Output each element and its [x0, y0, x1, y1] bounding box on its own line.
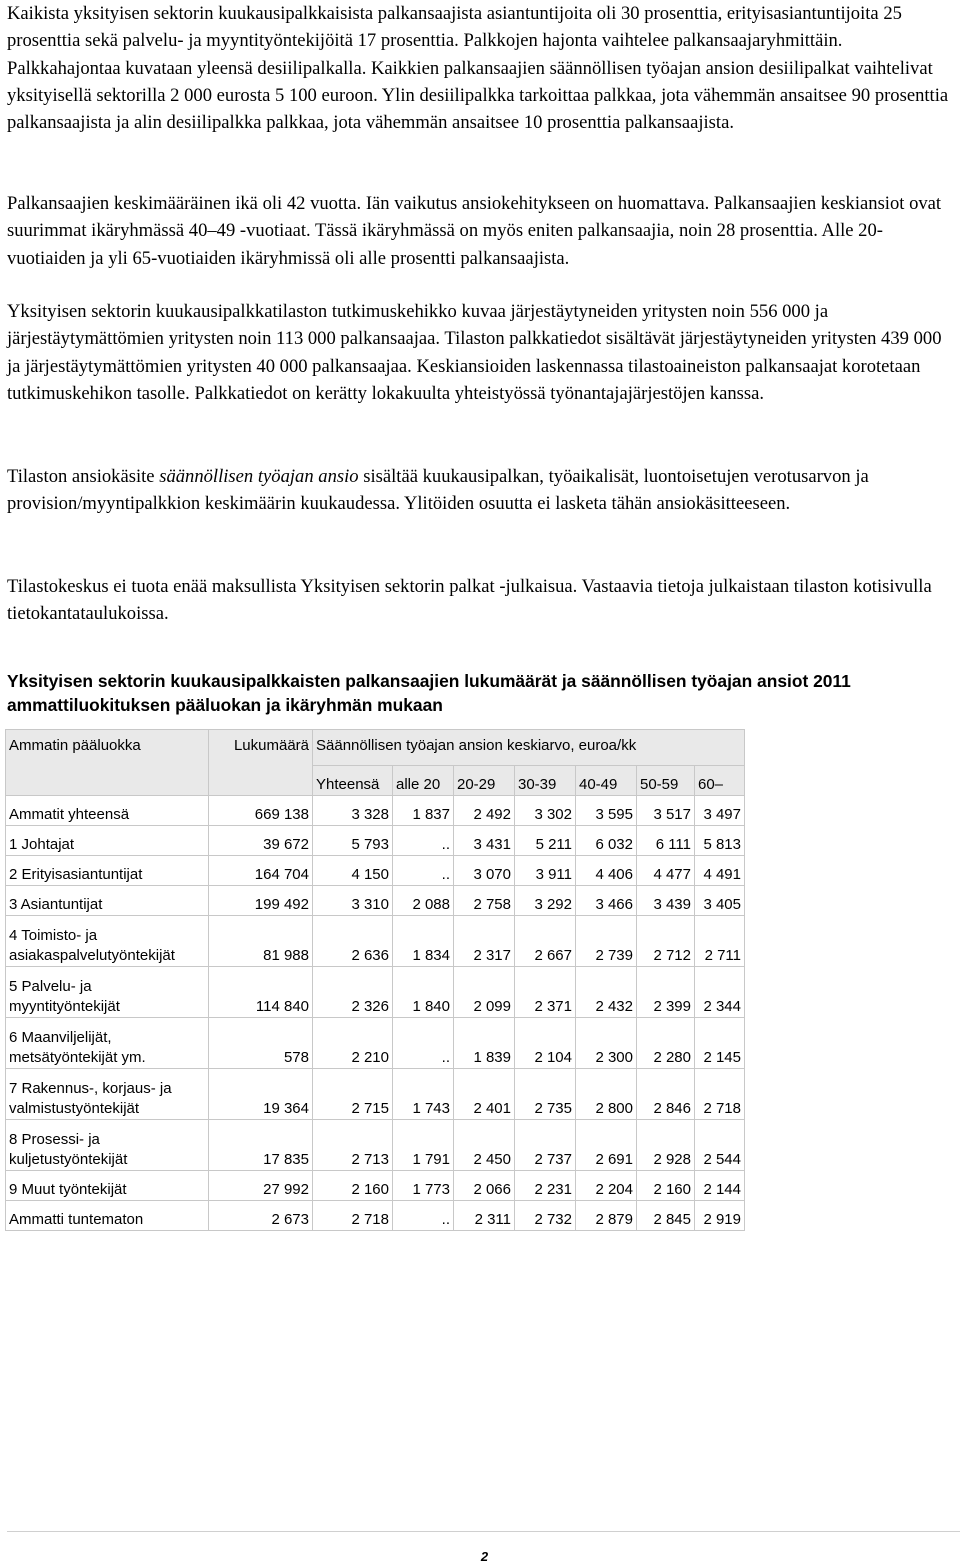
paragraph-wage-distribution: Kaikista yksityisen sektorin kuukausipalkkaisista palkansaajista asiantuntijoita oli 30 prosenttia, erityisasiantuntijoita 25 prosenttia sekä palvelu- ja myyntityöntekijöitä 17 prosenttia. Palkkojen hajonta vaihtelee palkansaajaryhmittäin. Palkkahajontaa kuvataan yleensä desiilipalkalla. Kaikkien palkansaajien säännöllisen työajan ansion desiilipalkat vaihtelivat yksityisellä sektorilla 2 000 eurosta 5 100 euroon. Ylin desiilipalkka tarkoittaa palkkaa, jota vähemmän ansaitsee 90 prosenttia palkansaajista ja alin desiilipalkka palkkaa, jota vähemmän ansaitsee 10 prosenttia palkansaajista.: [7, 3, 949, 134]
cell-total: 2 636: [313, 916, 393, 967]
cell-count: 19 364: [209, 1069, 313, 1120]
cell-60-plus: 3 497: [695, 796, 745, 826]
cell-total: 2 210: [313, 1018, 393, 1069]
cell-60-plus: 2 718: [695, 1069, 745, 1120]
cell-50-59: 6 111: [637, 826, 695, 856]
cell-20-29: 2 758: [454, 886, 515, 916]
subheader-50-59: 50-59: [637, 766, 695, 796]
cell-20-29: 2 317: [454, 916, 515, 967]
cell-20-29: 3 431: [454, 826, 515, 856]
cell-30-39: 2 737: [515, 1120, 576, 1171]
subheader-60-plus: 60–: [695, 766, 745, 796]
cell-count: 17 835: [209, 1120, 313, 1171]
paragraph-sample-frame: Yksityisen sektorin kuukausipalkkatilaston tutkimuskehikko kuvaa järjestäytyneiden yritysten noin 556 000 ja järjestäytymättömien yritysten noin 113 000 palkansaajaa. Tilaston palkkatiedot sisältävät järjestäytyneiden yritysten 439 000 ja järjestäytymättömien yritysten 40 000 palkansaajaa. Keskiansioiden laskennassa tilastoaineiston palkansaajat korotetaan tutkimuskehikon tasolle. Palkkatiedot on kerätty lokakuulta yhteistyössä työnantajajärjestöjen kanssa.: [7, 301, 942, 404]
cell-40-49: 2 879: [576, 1201, 637, 1231]
row-label: 1 Johtajat: [6, 826, 209, 856]
cell-40-49: 2 432: [576, 967, 637, 1018]
row-label-line2: valmistustyöntekijät: [9, 1100, 140, 1117]
cell-40-49: 3 595: [576, 796, 637, 826]
row-label: [6, 967, 209, 1018]
footer-divider: [7, 1531, 960, 1532]
table-row: [6, 1018, 745, 1069]
row-label-line1: 7 Rakennus-, korjaus- ja: [9, 1080, 172, 1097]
header-count: Lukumäärä: [209, 730, 313, 796]
cell-20-29: 3 070: [454, 856, 515, 886]
cell-total: 4 150: [313, 856, 393, 886]
row-label-line1: 6 Maanviljelijät,: [9, 1029, 112, 1046]
row-label: Ammatit yhteensä: [6, 796, 209, 826]
cell-total: 2 326: [313, 967, 393, 1018]
cell-50-59: 4 477: [637, 856, 695, 886]
cell-60-plus: 2 145: [695, 1018, 745, 1069]
cell-under-20: 1 791: [393, 1120, 454, 1171]
header-occupation: Ammatin pääluokka: [6, 730, 209, 796]
cell-count: 669 138: [209, 796, 313, 826]
cell-30-39: 3 911: [515, 856, 576, 886]
cell-40-49: 6 032: [576, 826, 637, 856]
cell-20-29: 2 311: [454, 1201, 515, 1231]
cell-50-59: 2 160: [637, 1171, 695, 1201]
subheader-30-39: 30-39: [515, 766, 576, 796]
cell-under-20: 1 773: [393, 1171, 454, 1201]
cell-count: 39 672: [209, 826, 313, 856]
row-label-line2: kuljetustyöntekijät: [9, 1151, 128, 1168]
cell-under-20: ..: [393, 856, 454, 886]
cell-count: 114 840: [209, 967, 313, 1018]
row-label-line1: 5 Palvelu- ja: [9, 978, 92, 995]
cell-50-59: 2 280: [637, 1018, 695, 1069]
cell-50-59: 3 517: [637, 796, 695, 826]
table-row: [6, 886, 745, 916]
cell-40-49: 2 739: [576, 916, 637, 967]
cell-50-59: 2 712: [637, 916, 695, 967]
row-label: 2 Erityisasiantuntijat: [6, 856, 209, 886]
row-label: [6, 1069, 209, 1120]
cell-30-39: 2 231: [515, 1171, 576, 1201]
table-row: [6, 1171, 745, 1201]
cell-20-29: 2 099: [454, 967, 515, 1018]
cell-60-plus: 2 544: [695, 1120, 745, 1171]
paragraph-publication-note: Tilastokeskus ei tuota enää maksullista Yksityisen sektorin palkat -julkaisua. Vastaavia tietoja julkaistaan tilaston kotisivulla tietokantataulukoissa.: [7, 576, 932, 625]
wage-table: [5, 729, 745, 1231]
cell-40-49: 2 800: [576, 1069, 637, 1120]
cell-count: 27 992: [209, 1171, 313, 1201]
table-row: [6, 1120, 745, 1171]
paragraph-age: Palkansaajien keskimääräinen ikä oli 42 vuotta. Iän vaikutus ansiokehitykseen on huomattava. Palkansaajien keskiansiot ovat suurimmat ikäryhmässä 40–49 -vuotiaat. Tässä ikäryhmässä on myös eniten palkansaajia, noin 28 prosenttia. Alle 20-vuotiaiden ja yli 65-vuotiaiden ikäryhmissä oli alle prosentti palkansaajista.: [7, 193, 942, 269]
cell-20-29: 2 401: [454, 1069, 515, 1120]
cell-40-49: 3 466: [576, 886, 637, 916]
cell-30-39: 3 292: [515, 886, 576, 916]
cell-20-29: 2 492: [454, 796, 515, 826]
row-label-line2: myyntityöntekijät: [9, 998, 120, 1015]
subheader-40-49: 40-49: [576, 766, 637, 796]
cell-50-59: 2 399: [637, 967, 695, 1018]
cell-under-20: ..: [393, 1018, 454, 1069]
cell-total: 3 328: [313, 796, 393, 826]
cell-count: 578: [209, 1018, 313, 1069]
p4-term-italic: säännöllisen työajan ansio: [159, 466, 359, 487]
cell-count: 2 673: [209, 1201, 313, 1231]
cell-60-plus: 4 491: [695, 856, 745, 886]
table-row: [6, 967, 745, 1018]
cell-count: 164 704: [209, 856, 313, 886]
cell-30-39: 3 302: [515, 796, 576, 826]
table-title: Yksityisen sektorin kuukausipalkkaisten palkansaajien lukumäärät ja säännöllisen työajan ansiot 2011 ammattiluokituksen pääluokan ja ikäryhmän mukaan: [7, 671, 851, 715]
cell-60-plus: 5 813: [695, 826, 745, 856]
row-label: 3 Asiantuntijat: [6, 886, 209, 916]
cell-20-29: 2 450: [454, 1120, 515, 1171]
cell-60-plus: 2 144: [695, 1171, 745, 1201]
cell-under-20: 1 743: [393, 1069, 454, 1120]
header-earnings: Säännöllisen työajan ansion keskiarvo, euroa/kk: [313, 730, 745, 766]
cell-total: 3 310: [313, 886, 393, 916]
cell-50-59: 2 845: [637, 1201, 695, 1231]
cell-30-39: 2 732: [515, 1201, 576, 1231]
cell-under-20: ..: [393, 826, 454, 856]
cell-under-20: 2 088: [393, 886, 454, 916]
row-label-line2: metsätyöntekijät ym.: [9, 1049, 146, 1066]
table-row: [6, 1069, 745, 1120]
cell-total: 2 715: [313, 1069, 393, 1120]
table-row: [6, 916, 745, 967]
row-label: 9 Muut työntekijät: [6, 1171, 209, 1201]
row-label: Ammatti tuntematon: [6, 1201, 209, 1231]
row-label: [6, 1018, 209, 1069]
cell-60-plus: 3 405: [695, 886, 745, 916]
row-label-line2: asiakaspalvelutyöntekijät: [9, 947, 175, 964]
cell-20-29: 2 066: [454, 1171, 515, 1201]
cell-60-plus: 2 344: [695, 967, 745, 1018]
cell-count: 81 988: [209, 916, 313, 967]
p4-text-after: sisältää kuukausipalkan, työaikalisät, luontoisetujen verotusarvon ja provision/myyntipalkkion keskimäärin kuukaudessa. Ylitöiden osuutta ei lasketa tähän ansiokäsitteeseen.: [7, 466, 869, 515]
cell-20-29: 1 839: [454, 1018, 515, 1069]
cell-under-20: 1 834: [393, 916, 454, 967]
cell-total: 2 718: [313, 1201, 393, 1231]
cell-30-39: 2 735: [515, 1069, 576, 1120]
cell-count: 199 492: [209, 886, 313, 916]
row-label: [6, 916, 209, 967]
cell-60-plus: 2 711: [695, 916, 745, 967]
cell-total: 5 793: [313, 826, 393, 856]
subheader-20-29: 20-29: [454, 766, 515, 796]
cell-30-39: 2 104: [515, 1018, 576, 1069]
subheader-total: Yhteensä: [313, 766, 393, 796]
cell-50-59: 3 439: [637, 886, 695, 916]
row-label: [6, 1120, 209, 1171]
cell-30-39: 2 371: [515, 967, 576, 1018]
table-row: [6, 1201, 745, 1231]
table-row: [6, 826, 745, 856]
cell-total: 2 160: [313, 1171, 393, 1201]
cell-under-20: ..: [393, 1201, 454, 1231]
cell-30-39: 5 211: [515, 826, 576, 856]
cell-40-49: 2 204: [576, 1171, 637, 1201]
row-label-line1: 8 Prosessi- ja: [9, 1131, 100, 1148]
page-number: 2: [480, 1549, 489, 1564]
cell-30-39: 2 667: [515, 916, 576, 967]
cell-50-59: 2 928: [637, 1120, 695, 1171]
cell-40-49: 4 406: [576, 856, 637, 886]
cell-40-49: 2 300: [576, 1018, 637, 1069]
cell-under-20: 1 840: [393, 967, 454, 1018]
cell-total: 2 713: [313, 1120, 393, 1171]
subheader-under-20: alle 20: [393, 766, 454, 796]
cell-50-59: 2 846: [637, 1069, 695, 1120]
p4-text-before: Tilaston ansiokäsite: [7, 466, 160, 487]
paragraph-earnings-concept: [7, 463, 957, 518]
table-row: [6, 796, 745, 826]
cell-40-49: 2 691: [576, 1120, 637, 1171]
table-row: [6, 856, 745, 886]
cell-60-plus: 2 919: [695, 1201, 745, 1231]
table-header-row: [6, 730, 745, 766]
cell-under-20: 1 837: [393, 796, 454, 826]
row-label-line1: 4 Toimisto- ja: [9, 927, 98, 944]
